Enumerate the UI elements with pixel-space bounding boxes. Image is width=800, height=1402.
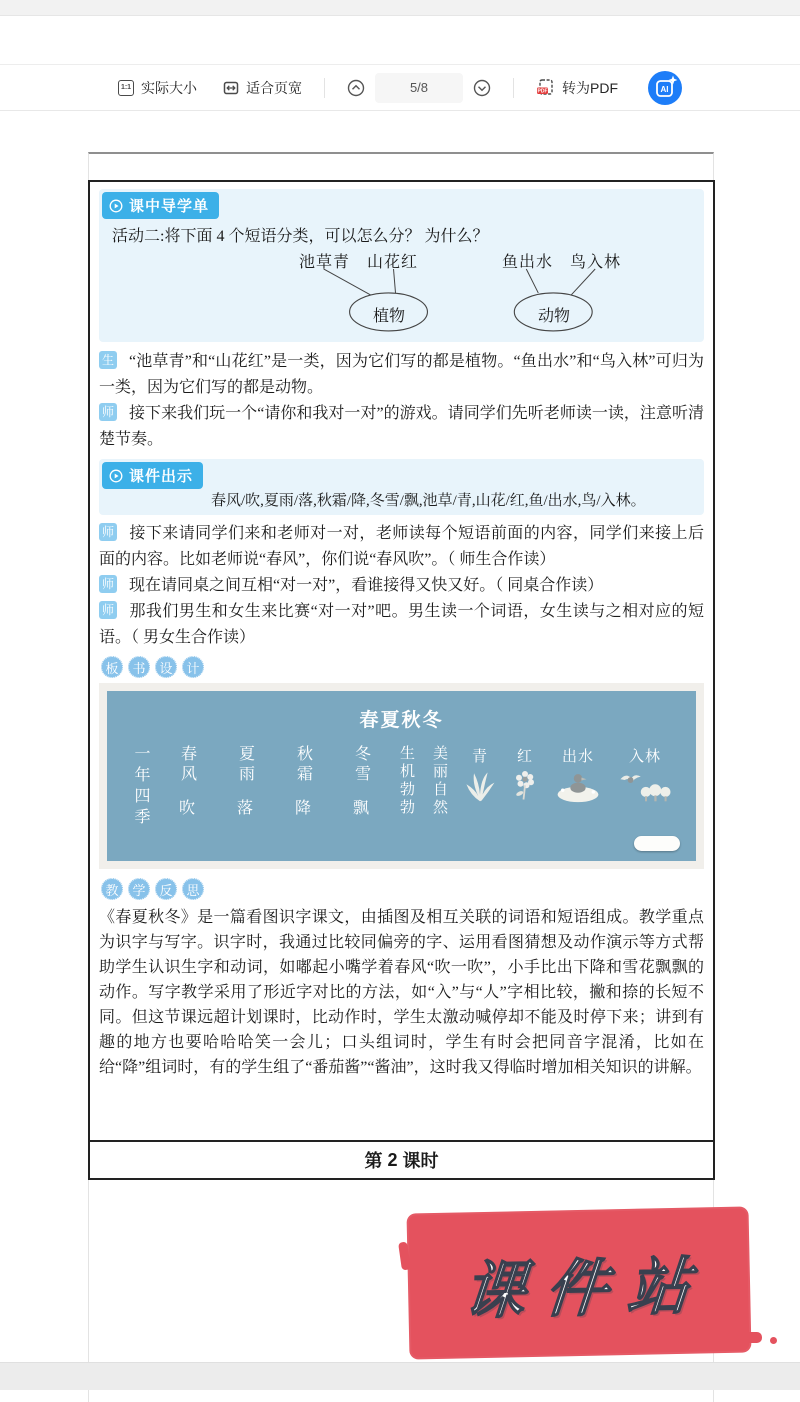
guide-badge-label: 课中导学单 <box>129 198 210 215</box>
activity-question: 活动二:将下面 4 个短语分类，可以怎么分？ 为什么？ <box>112 228 489 245</box>
pair-verb: 降 <box>294 800 311 817</box>
bird-and-trees-icon <box>616 769 674 803</box>
item-label: 红 <box>516 749 533 765</box>
teacher-role-badge: 师 <box>99 403 117 421</box>
blackboard <box>107 691 696 861</box>
page-indicator-value: 5/8 <box>409 80 429 95</box>
board-item-green <box>462 745 498 803</box>
courseware-badge <box>102 462 203 489</box>
reflection-paragraph: 《春夏秋冬》是一篇看图识字课文，由插图及相互关联的词语和短语组成。教学重点为识字与写字。识字时，我通过比较同偏旁的字、运用看图猜想及动作演示等方式帮助学生认识生字和动词，如嘟起小嘴学着春风“吹一吹”，小手比出下降和雪花飘飘的动作。写字教学采用了形近字对比的方法，如“入”与“人”字相比较，撇和捺的长短不同。但这节课远超计划课时，比动作时，学生太激动喊停却不能及时停下来；讲到有趣的地方也要哈哈哈笑一会儿；口头组词时，学生有时会把同音字混淆，比如在给“降”组词时，有的学生组了“番茄酱”“酱油”，这时我又得临时增加相关知识的讲解。 <box>99 909 704 1076</box>
ai-sparkle-icon <box>648 71 682 105</box>
play-icon <box>109 469 123 483</box>
board-col-beauty: 美丽自然 <box>431 745 447 817</box>
animal-category-label: 动物 <box>537 308 571 325</box>
document-viewport[interactable] <box>0 112 800 1362</box>
ai-assistant-button[interactable] <box>648 71 682 105</box>
pair-word: 春风 <box>178 745 196 785</box>
teaching-reflection-label <box>101 877 704 901</box>
phrase-plant-2: 山花红 <box>367 254 419 271</box>
label-char: 教 <box>101 878 123 900</box>
window-bottom-strip <box>0 1362 800 1390</box>
lesson-footer-row <box>90 1140 713 1178</box>
svg-text:AI: AI <box>660 84 669 94</box>
board-title: 春夏秋冬 <box>359 710 444 731</box>
dialog-text: “池草青”和“山花红”是一类，因为它们写的都是植物。“鱼出水”和“鸟入林”可归为一类，因为它们写的都是动物。 <box>99 353 704 396</box>
label-char: 书 <box>128 656 150 678</box>
dialog-paragraph <box>99 573 704 599</box>
watermark-stamp <box>407 1206 752 1359</box>
next-page-button[interactable] <box>473 79 491 97</box>
actual-size-label: 实际大小 <box>141 79 197 96</box>
dialog-paragraph <box>99 349 704 401</box>
page-indicator[interactable] <box>375 73 463 103</box>
item-label: 入林 <box>628 749 661 765</box>
pair-verb: 飘 <box>352 800 369 817</box>
teacher-role-badge: 师 <box>99 601 117 619</box>
toolbar-divider <box>513 78 514 98</box>
toolbar-divider <box>324 78 325 98</box>
label-char: 反 <box>155 878 177 900</box>
dialog-paragraph <box>99 401 704 453</box>
footer-number: 2 <box>387 1149 398 1170</box>
fit-width-icon <box>223 80 239 96</box>
previous-page-button[interactable] <box>347 79 365 97</box>
board-pair <box>222 745 268 818</box>
chevron-down-icon <box>473 79 491 97</box>
pair-verb: 落 <box>236 800 253 817</box>
convert-to-pdf-button[interactable] <box>536 78 618 98</box>
dialog-text: 接下来我们玩一个“请你和我对一对”的游戏。请同学们先听老师读一读，注意听清楚节奏。 <box>99 405 704 448</box>
footer-suffix: 课时 <box>402 1151 439 1171</box>
student-role-badge: 生 <box>99 351 117 369</box>
dialog-text: 现在请同桌之间互相“对一对”，看谁接得又快又好。（ 同桌合作读） <box>129 577 604 594</box>
pair-word: 秋霜 <box>294 745 312 785</box>
courseware-badge-label: 课件出示 <box>129 468 194 485</box>
footer-prefix: 第 <box>364 1151 383 1171</box>
pair-verb: 吹 <box>178 800 195 817</box>
board-item-red <box>510 745 540 803</box>
item-label: 出水 <box>561 749 594 765</box>
board-pair <box>164 745 210 818</box>
board-col-year: 一年四季 <box>132 745 149 829</box>
guide-sheet-box <box>99 189 704 342</box>
label-char: 板 <box>101 656 123 678</box>
chevron-up-icon <box>347 79 365 97</box>
lesson-plan-table <box>88 180 715 1180</box>
board-item-into-forest <box>616 745 674 803</box>
duck-on-water-icon <box>552 769 604 803</box>
pair-word: 夏雨 <box>236 745 254 785</box>
dialog-paragraph <box>99 521 704 573</box>
board-pair <box>280 745 326 818</box>
svg-text:PDF: PDF <box>537 88 548 95</box>
grass-icon <box>462 769 498 803</box>
teacher-role-badge: 师 <box>99 575 117 593</box>
dialog-paragraph <box>99 599 704 651</box>
stamp-texture <box>744 1332 762 1343</box>
board-columns <box>129 745 674 849</box>
stamp-texture <box>770 1337 777 1344</box>
pair-word: 冬雪 <box>352 745 370 785</box>
flower-icon <box>510 769 540 803</box>
dialog-text: 那我们男生和女生来比赛“对一对”吧。男生读一个词语，女生读与之相对应的短语。（ 男女生合作读） <box>99 603 704 646</box>
dialog-text: 接下来请同学们来和老师对一对，老师读每个短语前面的内容，同学们来接上后面的内容。比如老师说“春风”，你们说“春风吹”。（ 师生合作读） <box>99 525 704 568</box>
label-char: 设 <box>155 656 177 678</box>
label-char: 计 <box>182 656 204 678</box>
window-top-strip <box>0 0 800 16</box>
actual-size-icon: 1:1 <box>118 80 134 96</box>
phrase-animal-1: 鱼出水 <box>502 254 554 271</box>
stamp-text: 课件站 <box>460 1251 713 1326</box>
fit-width-label: 适合页宽 <box>246 79 302 96</box>
teacher-role-badge: 师 <box>99 523 117 541</box>
courseware-content: 春风/吹,夏雨/落,秋霜/降,冬雪/飘,池草/青,山花/红,鱼/出水,鸟/入林。 <box>211 493 646 509</box>
board-eraser <box>634 836 680 851</box>
phrase-plant-1: 池草青 <box>299 254 351 271</box>
convert-pdf-label: 转为PDF <box>562 79 618 96</box>
convert-pdf-icon <box>536 78 555 97</box>
blackboard-frame <box>99 683 704 869</box>
board-item-out-of-water <box>552 745 604 803</box>
label-char: 学 <box>128 878 150 900</box>
fit-width-button[interactable] <box>223 78 302 98</box>
pdf-viewer-toolbar <box>0 64 800 111</box>
board-col-vitality: 生机勃勃 <box>398 745 414 817</box>
plant-category-label: 植物 <box>372 308 406 325</box>
board-pair <box>338 745 384 818</box>
phrase-animal-2: 鸟入林 <box>570 254 622 271</box>
courseware-box <box>99 459 704 515</box>
board-design-label <box>101 655 704 679</box>
label-char: 思 <box>182 878 204 900</box>
item-label: 青 <box>471 749 488 765</box>
actual-size-button[interactable] <box>118 78 197 98</box>
